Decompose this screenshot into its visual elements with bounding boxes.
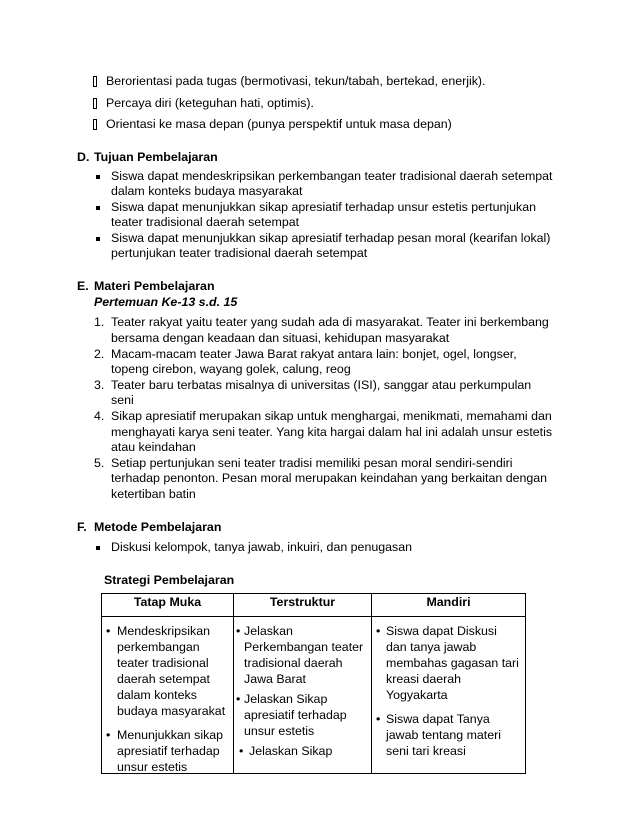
cell-line: Jelaskan [244,624,293,638]
cell-text [117,623,225,719]
cell-line: Siswa dapat Diskusi [386,624,497,638]
material-line: menghayati karya seni teater. Yang kita hargai dalam hal ini adalah unsur estetis [111,425,553,439]
section-letter: D. [77,150,90,164]
list-number: 1. [94,315,105,329]
cell-text [386,711,501,759]
material-line: topeng cirebon, wayang golek, calung, reog [111,362,351,376]
objective-line: teater tradisional daerah setempat [111,215,300,229]
strategy-title: Strategi Pembelajaran [104,573,235,587]
objective-line: Siswa dapat menunjukkan sikap apresiatif terhadap unsur estetis pertunjukan [111,200,536,214]
material-line: Teater rakyat yaitu teater yang sudah ada di masyarakat. Teater ini berkembang [111,315,549,329]
cell-line: unsur estetis [244,724,315,738]
bullet-icon: • [236,624,241,638]
cell-line: jawab tentang materi [386,728,502,742]
material-line: Macam-macam teater Jawa Barat rakyat antara lain: bonjet, ogel, longser, [111,347,517,361]
cell-line: dalam konteks [117,688,197,702]
material-line: bersama dengan keadaan dan situasi, kehidupan masyarakat [111,331,450,345]
list-number: 5. [94,456,105,470]
bullet-icon: • [376,624,381,638]
cell-line: seni tari kreasi [386,744,466,758]
cell-line: Yogyakarta [386,688,448,702]
section-letter: F. [77,520,87,534]
material-line: seni [111,393,134,407]
objective-line: pertunjukan teater tradisional daerah setempat [111,246,368,260]
trait-item: Berorientasi pada tugas (bermotivasi, tekun/tabah, bertekad, enerjik). [106,74,486,88]
column-header: Mandiri [372,594,526,617]
cell-line: perkembangan [117,640,200,654]
bullet-icon: • [106,624,111,638]
cell-line: Mendeskripsikan [117,624,210,638]
cell-line: Perkembangan teater [244,640,364,654]
cell-line: daerah setempat [117,672,210,686]
bullet-icon: • [236,692,241,706]
cell-mandiri [372,617,526,774]
objective-line: Siswa dapat menunjukkan sikap apresiatif terhadap pesan moral (kearifan lokal) [111,231,551,245]
checkbox-square-icon [93,119,97,130]
checkbox-square-icon [93,76,97,87]
cell-line: budaya masyarakat [117,704,226,718]
cell-line: teater tradisional [117,656,209,670]
material-line: ketertiban batin [111,487,196,501]
cell-text [117,727,223,775]
trait-item: Orientasi ke masa depan (punya perspektif untuk masa depan) [106,117,452,131]
material-line: terhadap penonton. Pesan moral merupakan keindahan yang berkaitan dengan [111,471,548,485]
cell-line: Jelaskan Sikap [244,692,328,706]
cell-line: Menunjukkan sikap [117,728,224,742]
section-letter: E. [77,279,89,293]
list-number: 4. [94,409,105,423]
method-item: Diskusi kelompok, tanya jawab, inkuiri, dan penugasan [111,540,412,554]
cell-line: Siswa dapat Tanya [386,712,490,726]
cell-text [244,623,363,687]
cell-text [244,691,347,739]
cell-line: Jawa Barat [244,672,306,686]
cell-tatap-muka [102,617,234,774]
material-line: atau keindahan [111,440,196,454]
column-header: Tatap Muka [102,594,234,617]
section-heading: Metode Pembelajaran [94,520,222,534]
bullet-icon: • [239,744,244,758]
trait-item: Percaya diri (keteguhan hati, optimis). [106,96,314,110]
bullet-icon [96,546,100,550]
objective-line: Siswa dapat mendeskripsikan perkembangan teater tradisional daerah setempat [111,169,553,183]
column-header: Terstruktur [234,594,372,617]
cell-line: apresiatif terhadap [117,744,220,758]
bullet-icon: • [376,712,381,726]
cell-line: unsur estetis [117,760,188,774]
objective-line: dalam konteks budaya masyarakat [111,184,303,198]
cell-line: kreasi daerah [386,672,462,686]
strategy-table [101,593,526,774]
material-line: Sikap apresiatif merupakan sikap untuk menghargai, menikmati, memahami dan [111,409,552,423]
checkbox-square-icon [93,98,97,109]
section-heading: Materi Pembelajaran [94,279,215,293]
bullet-icon: • [106,728,111,742]
section-heading: Tujuan Pembelajaran [94,150,218,164]
cell-line: apresiatif terhadap [244,708,347,722]
bullet-icon [96,206,100,210]
cell-terstruktur [234,617,372,774]
meeting-subheading: Pertemuan Ke-13 s.d. 15 [94,295,238,309]
bullet-icon [96,175,100,179]
cell-text [386,623,519,703]
cell-text [249,743,332,759]
cell-line: Jelaskan Sikap [249,744,333,758]
cell-line: dan tanya jawab [386,640,477,654]
material-line: Setiap pertunjukan seni teater tradisi memiliki pesan moral sendiri-sendiri [111,456,513,470]
list-number: 2. [94,347,105,361]
cell-line: membahas gagasan tari [386,656,519,670]
material-line: Teater baru terbatas misalnya di universitas (ISI), sanggar atau perkumpulan [111,378,532,392]
table-header-row [102,594,526,617]
table-row [102,617,526,774]
list-number: 3. [94,378,105,392]
cell-line: tradisional daerah [244,656,343,670]
bullet-icon [96,237,100,241]
